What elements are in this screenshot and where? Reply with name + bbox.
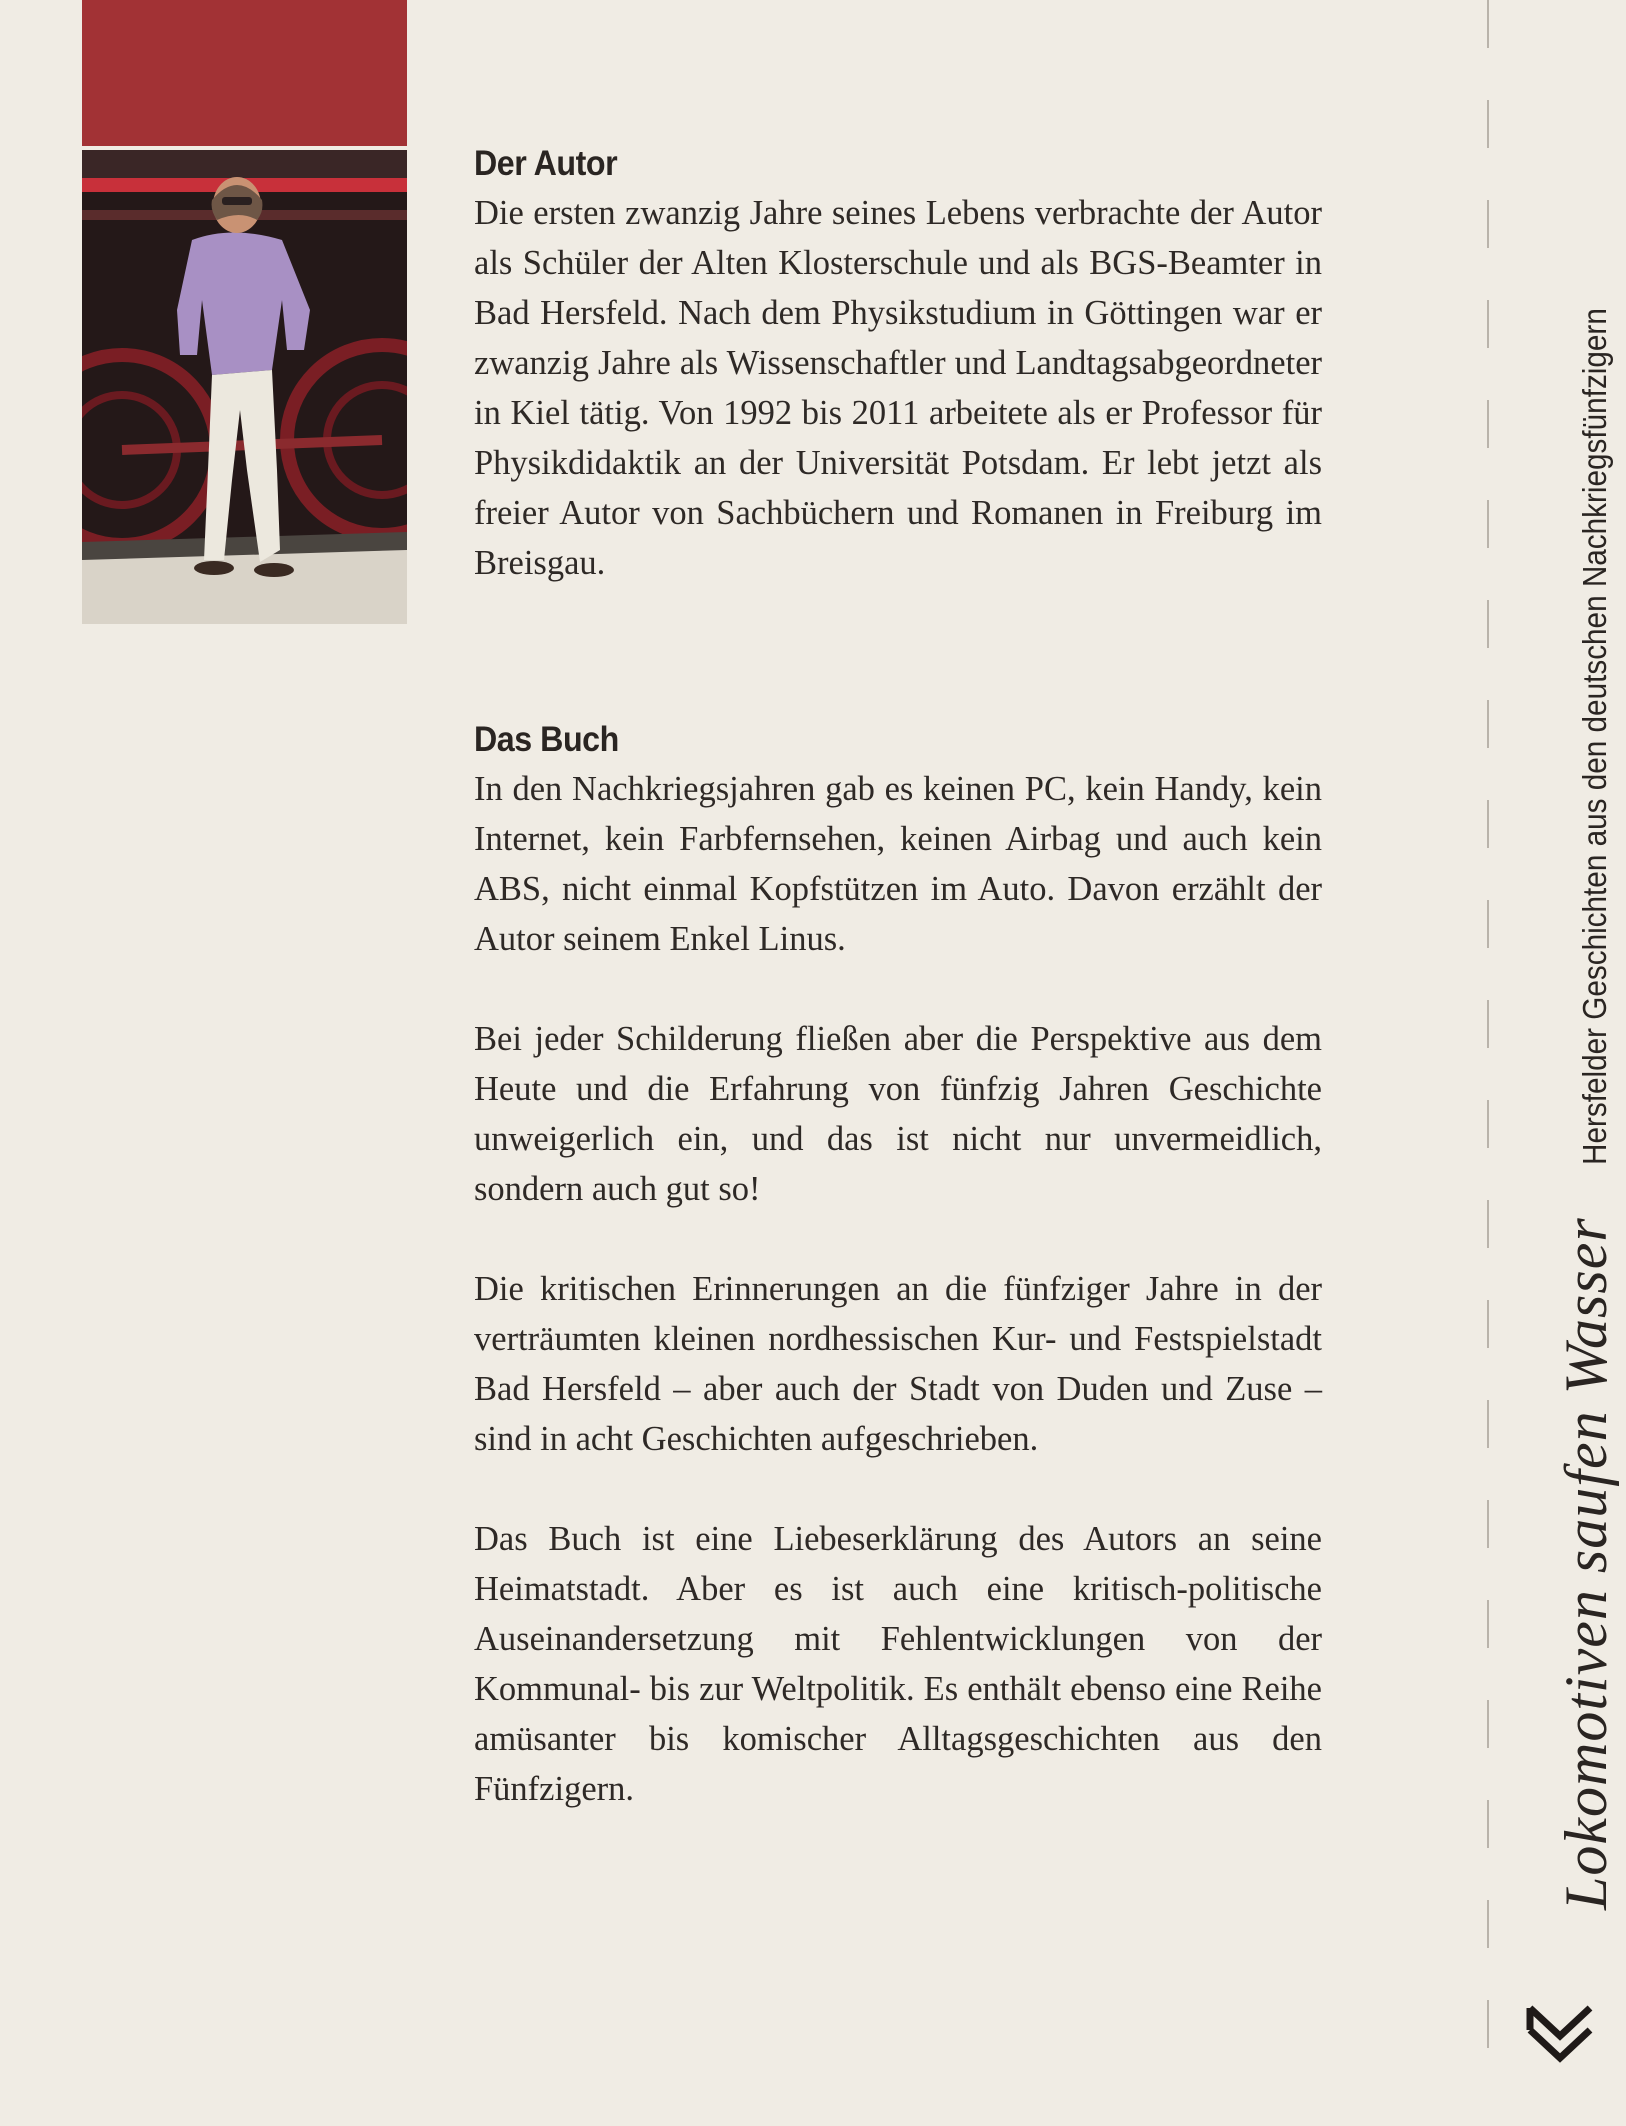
author-heading: Der Autor: [474, 144, 618, 183]
book-section: [474, 716, 1322, 1814]
cover-accent-block: [82, 0, 407, 146]
publisher-logo-icon: [1524, 1996, 1596, 2070]
book-paragraph: Das Buch ist eine Liebeserklärung des Autors an seine Heimatstadt. Aber es ist auch eine kritisch-politische Auseinandersetzung mit Fehlentwicklungen von der Kommunal- bis zur Weltpolitik. Es enthält ebenso eine Reihe amüsanter bis komischer Alltagsgeschichten aus den Fünfzigern.: [474, 1520, 1322, 1808]
author-section: [474, 140, 1322, 588]
book-heading: Das Buch: [474, 720, 619, 759]
spine-title: Lokomotiven saufen Wasser: [1553, 1217, 1619, 1910]
spine-fold-line: [1487, 0, 1489, 2060]
author-photo: [82, 150, 407, 624]
spine-subtitle: Hersfelder Geschichten aus den deutschen Nachkriegsfünfzigern: [1576, 308, 1613, 1166]
spine-text: [1552, 213, 1621, 1910]
book-paragraph: Bei jeder Schilderung fließen aber die Perspektive aus dem Heute und die Erfahrung von fünfzig Jahren Geschichte unweigerlich ein, und das ist nicht nur unvermeidlich, sondern auch gut so!: [474, 1020, 1322, 1208]
book-paragraph: Die kritischen Erinnerungen an die fünfziger Jahre in der verträumten kleinen nordhessischen Kur- und Festspielstadt Bad Hersfeld – aber auch der Stadt von Duden und Zuse – sind in acht Geschichten aufgeschrieben.: [474, 1270, 1322, 1458]
author-paragraph: Die ersten zwanzig Jahre seines Lebens verbrachte der Autor als Schüler der Alten Klosterschule und als BGS-Beamter in Bad Hersfeld. Nach dem Physikstudium in Göttingen war er zwanzig Jahre als Wissenschaftler und Landtagsabgeordneter in Kiel tätig. Von 1992 bis 2011 arbeitete als er Professor für Physikdidaktik an der Universität Potsdam. Er lebt jetzt als freier Autor von Sachbüchern und Romanen in Freiburg im Breisgau.: [474, 194, 1322, 582]
book-paragraph: In den Nachkriegsjahren gab es keinen PC, kein Handy, kein Internet, kein Farbfernsehen, keinen Airbag und auch kein ABS, nicht einmal Kopfstützen im Auto. Davon erzählt der Autor seinem Enkel Linus.: [474, 770, 1322, 958]
back-cover-text: [474, 140, 1322, 1814]
